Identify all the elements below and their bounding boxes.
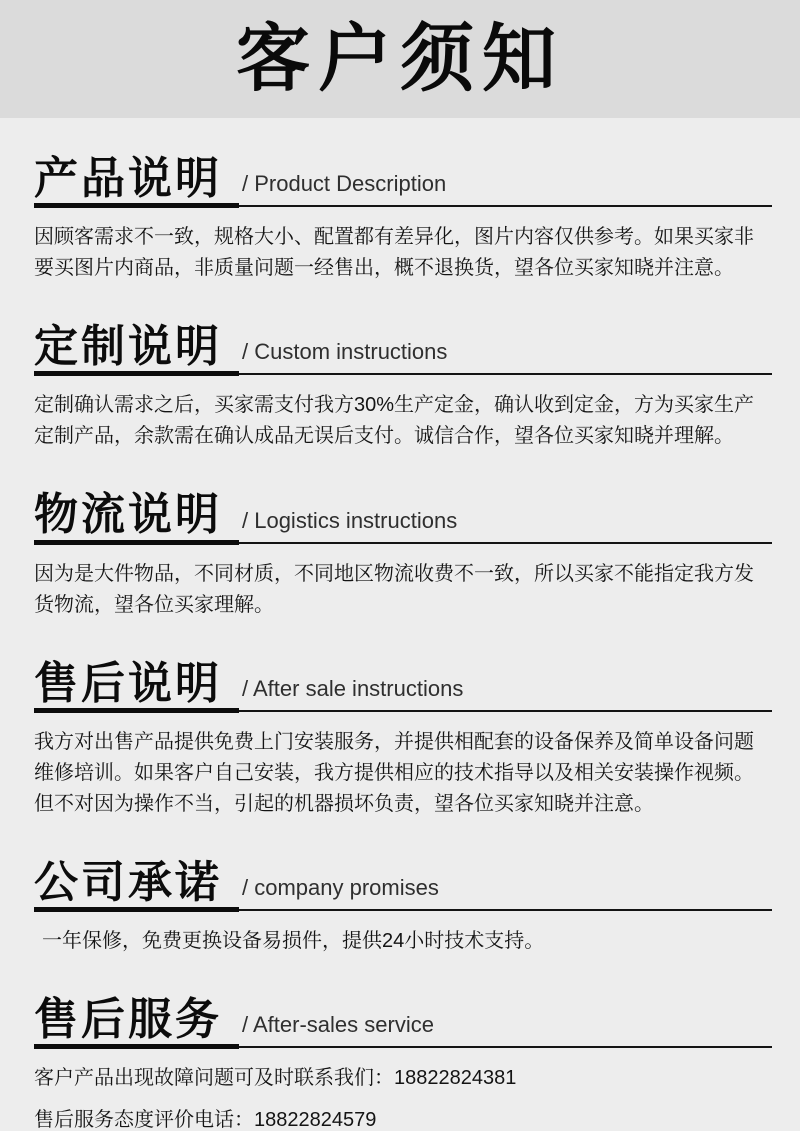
section-heading — [34, 492, 772, 538]
section-heading — [34, 994, 772, 1044]
page-title: 客户须知 — [236, 17, 564, 100]
section-title-en: / Custom instructions — [242, 339, 448, 365]
section-title-en: / Product Description — [242, 171, 447, 197]
heading-rule-accent — [34, 540, 239, 545]
section-after-sale-instructions — [34, 658, 772, 820]
heading-rule-accent — [34, 371, 239, 376]
heading-rule-accent — [34, 1044, 239, 1049]
section-heading — [34, 658, 772, 708]
heading-rule — [34, 373, 772, 375]
heading-rule — [34, 909, 772, 911]
section-body-text: 因为是大件物品，不同材质，不同地区物流收费不一致，所以买家不能指定我方发货物流，望各位买家理解。 — [34, 562, 754, 616]
section-after-sales-service — [34, 994, 772, 1131]
notice-content — [0, 156, 800, 1131]
section-title-zh: 售后服务 — [34, 994, 222, 1044]
section-body-text: 我方对出售产品提供免费上门安装服务，并提供相配套的设备保养及简单设备问题维修培训。如果客户自己安装，我方提供相应的技术指导以及相关安装操作视频。但不对因为操作不当，引起的机器损坏负责，望各位买家知晓并注意。 — [34, 730, 754, 815]
section-body-text: 因顾客需求不一致，规格大小、配置都有差异化，图片内容仅供参考。如果买家非要买图片内商品，非质量问题一经售出，概不退换货，望各位买家知晓并注意。 — [34, 226, 754, 280]
section-title-zh: 物流说明 — [34, 490, 222, 540]
heading-rule-accent — [34, 203, 239, 208]
heading-rule — [34, 205, 772, 207]
section-title-zh: 定制说明 — [34, 322, 222, 372]
section-product-description — [34, 156, 772, 284]
section-heading — [34, 857, 772, 907]
section-title-en: / After sale instructions — [242, 675, 464, 701]
section-title-zh: 公司承诺 — [34, 857, 222, 907]
section-title-en: / After-sales service — [242, 1012, 434, 1038]
section-title-en: / company promises — [242, 874, 439, 900]
section-title-en: / Logistics instructions — [242, 507, 458, 533]
section-company-promises — [34, 857, 772, 957]
heading-rule — [34, 710, 772, 712]
heading-rule — [34, 1046, 772, 1048]
section-heading — [34, 156, 772, 202]
page-header-banner — [0, 0, 800, 118]
section-title-zh: 产品说明 — [34, 154, 222, 203]
heading-rule — [34, 542, 772, 544]
section-body-text: 定制确认需求之后，买家需支付我方30%生产定金，确认收到定金，方为买家生产定制产品，余款需在确认成品无误后支付。诚信合作，望各位买家知晓并理解。 — [34, 394, 755, 448]
section-custom-instructions — [34, 324, 772, 452]
service-phone-line: 客户产品出现故障问题可及时联系我们：18822824381 — [34, 1067, 517, 1090]
heading-rule-accent — [34, 907, 239, 912]
section-body-text: 一年保修，免费更换设备易损件，提供24小时技术支持。 — [42, 929, 545, 952]
heading-rule-accent — [34, 708, 239, 713]
section-title-zh: 售后说明 — [34, 658, 222, 708]
service-review-phone-line: 售后服务态度评价电话：18822824579 — [34, 1109, 377, 1131]
section-logistics-instructions — [34, 492, 772, 620]
section-heading — [34, 324, 772, 370]
